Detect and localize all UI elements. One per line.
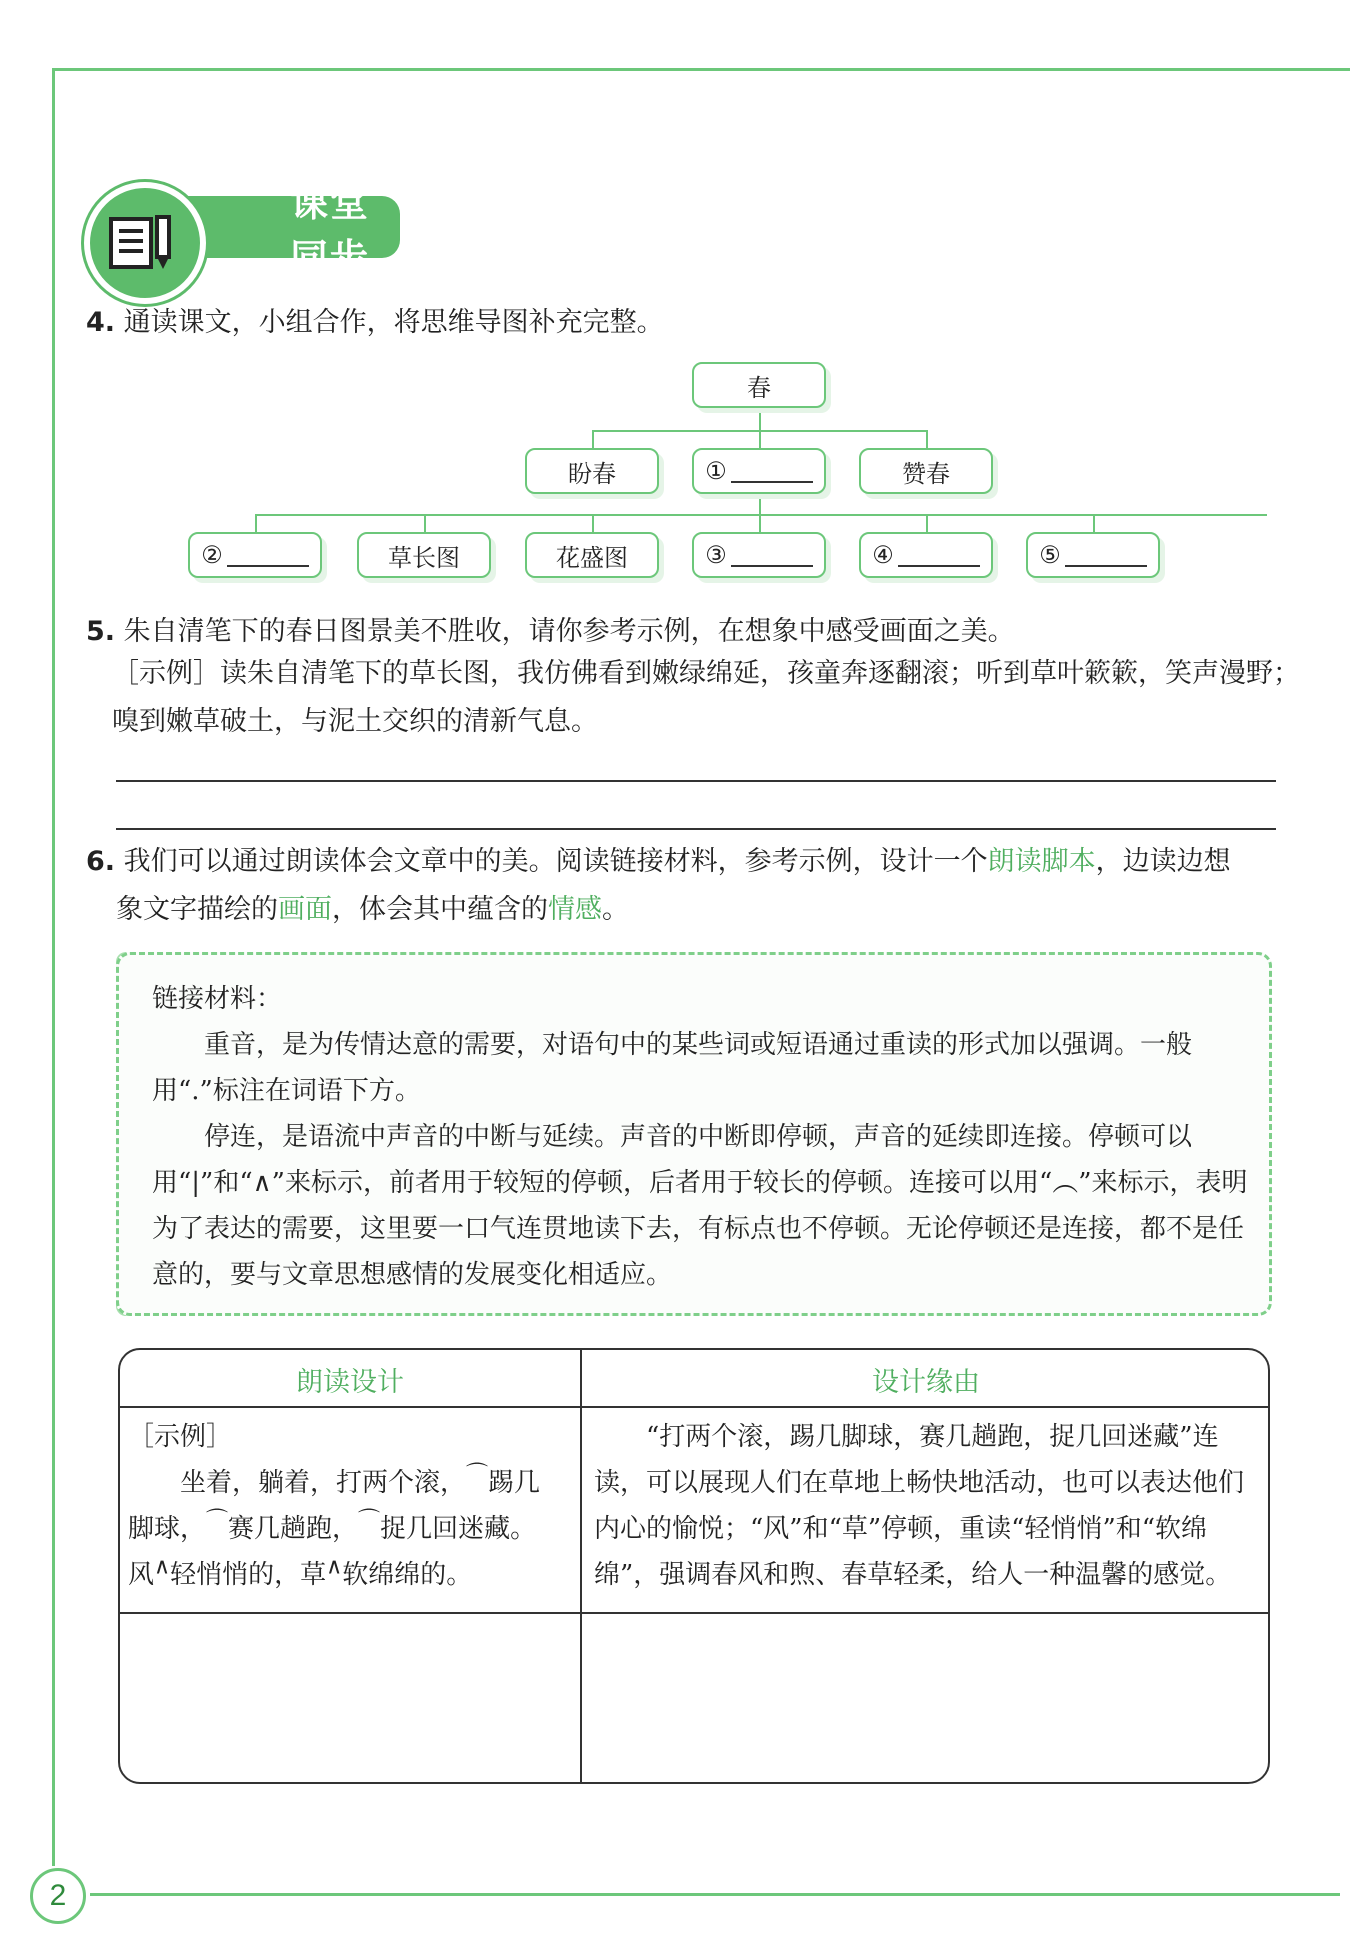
design-text: 踢几	[488, 1468, 541, 1498]
answer-reason-cell[interactable]	[582, 1614, 1270, 1784]
mindmap-connector	[592, 430, 594, 450]
pause-mark: ∧	[154, 1554, 171, 1580]
q5-example	[112, 650, 1312, 746]
mindmap-connector	[255, 514, 1267, 516]
mindmap-node-caozhangtu: 草长图	[357, 532, 491, 578]
mindmap-blank-5[interactable]	[1026, 532, 1160, 578]
design-text: 脚球，	[128, 1514, 207, 1544]
mindmap-connector	[759, 430, 761, 450]
link-paragraph-stress: 重音，是为传情达意的需要，对语句中的某些词或短语通过重读的形式加以强调。一般用“.”标注在词语下方。	[152, 1030, 1193, 1106]
section-header	[84, 182, 414, 297]
mindmap-connector	[255, 514, 257, 534]
mindmap-connector	[592, 514, 594, 534]
q5-prompt	[86, 612, 1015, 652]
q4-number: 4.	[86, 307, 116, 338]
mindmap-blank-3[interactable]	[692, 532, 826, 578]
link-material-text	[152, 976, 1252, 1298]
mindmap-node-panchun: 盼春	[525, 448, 659, 494]
q6-text-a: 我们可以通过朗读体会文章中的美。阅读链接材料，参考示例，设计一个	[123, 846, 988, 877]
q5-example-line1: ［示例］读朱自清笔下的草长图，我仿佛看到嫩绿绵延，孩童奔逐翻滚；听到草叶簌簌，笑声漫野；	[112, 658, 1300, 689]
example-design-cell	[128, 1414, 574, 1598]
answer-design-cell[interactable]	[120, 1614, 580, 1784]
page-frame-left	[52, 68, 55, 1866]
answer-line-1[interactable]	[116, 780, 1276, 782]
connect-mark: ⌒	[358, 1508, 381, 1534]
design-text: 坐着，躺着，打两个滚，	[180, 1468, 467, 1498]
mindmap-connector	[759, 496, 761, 514]
blank-number: ④	[872, 541, 894, 569]
blank-number: ③	[705, 541, 727, 569]
design-text: 赛几趟跑，	[228, 1514, 359, 1544]
connect-mark: ⌒	[466, 1462, 489, 1488]
q6-highlight-scene: 画面	[278, 894, 332, 925]
page-frame-top	[52, 68, 1350, 71]
example-reason-cell: “打两个滚，踢几脚球，赛几趟跑，捉几回迷藏”连读，可以展现人们在草地上畅快地活动，也可以表达他们内心的愉悦；“风”和“草”停顿，重读“轻悄悄”和“软绵绵”，强调春风和煦、春草轻柔，给人一种温馨的感觉。	[594, 1422, 1245, 1590]
blank-number: ①	[705, 457, 727, 485]
page-number: 2	[30, 1868, 86, 1924]
table-divider	[120, 1406, 1268, 1408]
q6-text-e: 。	[602, 894, 629, 925]
q5-text: 朱自清笔下的春日图景美不胜收，请你参考示例，在想象中感受画面之美。	[123, 616, 1015, 647]
mindmap-connector	[926, 430, 928, 450]
q4-prompt	[86, 303, 664, 343]
link-paragraph-pause: 停连，是语流中声音的中断与延续。声音的中断即停顿，声音的延续即连接。停顿可以用“|”和“∧”来标示，前者用于较短的停顿，后者用于较长的停顿。连接可以用“︵”来标示，表明为了表达的需要，这里要一口气连贯地读下去，有标点也不停顿。无论停顿还是连接，都不是任意的，要与文章思想感情的发展变化相适应。	[152, 1122, 1248, 1290]
blank-line	[731, 543, 813, 567]
section-title: 课堂同步	[164, 196, 400, 258]
mindmap-connector	[926, 514, 928, 534]
mindmap-root: 春	[692, 362, 826, 408]
mindmap-connector	[759, 410, 761, 430]
mindmap-connector	[759, 514, 761, 534]
q4-text: 通读课文，小组合作，将思维导图补充完整。	[123, 307, 664, 338]
blank-number: ②	[201, 541, 223, 569]
table-header-design: 朗读设计	[296, 1367, 404, 1398]
design-text: 风	[128, 1560, 155, 1590]
connect-mark: ⌒	[206, 1508, 229, 1534]
q6-text-c: 象文字描绘的	[116, 894, 278, 925]
pause-mark: ∧	[326, 1554, 343, 1580]
design-text: 软绵绵的。	[342, 1560, 473, 1590]
link-title: 链接材料：	[152, 984, 283, 1014]
mindmap-node-zanchun: 赞春	[859, 448, 993, 494]
q6-number: 6.	[86, 846, 116, 877]
example-label: ［示例］	[128, 1422, 233, 1452]
q6-text-b: ，边读边想	[1095, 846, 1231, 877]
design-text: 捉几回迷藏。	[380, 1514, 537, 1544]
q6-text-d: ，体会其中蕴含的	[332, 894, 548, 925]
mindmap-connector	[1093, 514, 1095, 534]
blank-line	[898, 543, 980, 567]
q6-highlight-script: 朗读脚本	[987, 846, 1096, 877]
book-pencil-icon	[84, 182, 206, 304]
q6-prompt	[86, 838, 1286, 934]
q5-number: 5.	[86, 616, 116, 647]
mindmap-blank-2[interactable]	[188, 532, 322, 578]
mindmap-connector	[424, 514, 426, 534]
reading-design-table	[118, 1348, 1270, 1784]
blank-line	[1065, 543, 1147, 567]
blank-line	[227, 543, 309, 567]
mindmap-blank-1[interactable]	[692, 448, 826, 494]
q6-highlight-emotion: 情感	[548, 894, 602, 925]
table-header-reason: 设计缘由	[872, 1367, 980, 1398]
mindmap-blank-4[interactable]	[859, 532, 993, 578]
mindmap-node-huashengtu: 花盛图	[525, 532, 659, 578]
q5-example-line2: 嗅到嫩草破土，与泥土交织的清新气息。	[112, 706, 598, 737]
design-text: 轻悄悄的，草	[170, 1560, 327, 1590]
page-frame-bottom	[90, 1893, 1340, 1896]
answer-line-2[interactable]	[116, 828, 1276, 830]
blank-line	[731, 459, 813, 483]
blank-number: ⑤	[1039, 541, 1061, 569]
